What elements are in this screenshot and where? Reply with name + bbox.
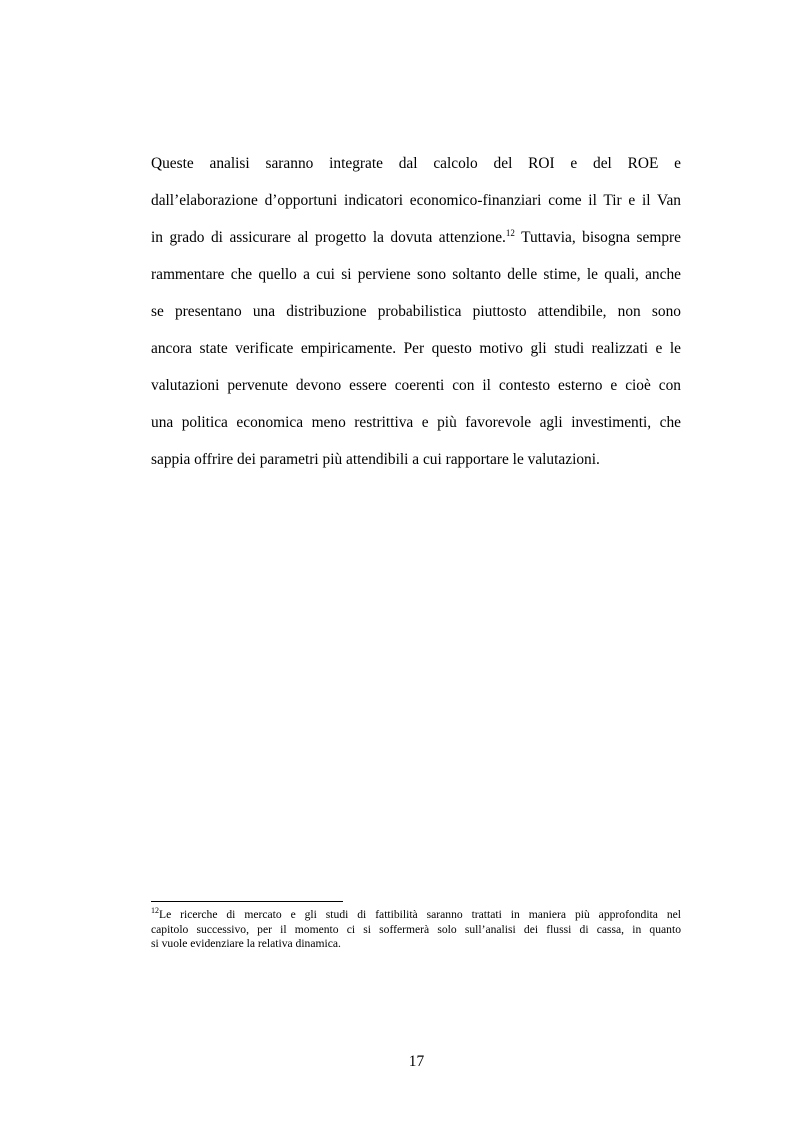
footnote-line-2: capitolo successivo, per il momento ci si soffermerà solo sull’analisi dei flussi di cassa, in quanto	[151, 922, 681, 936]
body-line-3	[151, 219, 681, 256]
body-line-9: sappia offrire dei parametri più attendibili a cui rapportare le valutazioni.	[151, 451, 600, 468]
body-paragraph	[151, 145, 681, 478]
footnote-separator	[151, 901, 343, 902]
body-line-1: Queste analisi saranno integrate dal calcolo del ROI e del ROE e	[151, 155, 681, 172]
body-line-6: ancora state verificate empiricamente. Per questo motivo gli studi realizzati e le	[151, 340, 681, 357]
footnote-reference: 12	[505, 227, 515, 238]
footnote-line-1-text: Le ricerche di mercato e gli studi di fattibilità saranno trattati in maniera più approfondita nel	[159, 908, 681, 921]
body-line-7: valutazioni pervenute devono essere coerenti con il contesto esterno e cioè con	[151, 377, 681, 394]
footnote-line-3: si vuole evidenziare la relativa dinamica.	[151, 937, 341, 950]
body-line-3-text: in grado di assicurare al progetto la dovuta attenzione.	[151, 229, 506, 246]
page-number: 17	[408, 1053, 425, 1070]
footnote-number: 12	[151, 906, 159, 916]
body-line-3-continuation: Tuttavia, bisogna sempre	[514, 229, 681, 246]
footnote-line-1	[151, 908, 681, 923]
footnote	[151, 908, 681, 952]
body-line-4: rammentare che quello a cui si perviene sono soltanto delle stime, le quali, anche	[151, 266, 681, 283]
body-line-5: se presentano una distribuzione probabilistica piuttosto attendibile, non sono	[151, 303, 681, 320]
body-line-2: dall’elaborazione d’opportuni indicatori economico-finanziari come il Tir e il Van	[151, 192, 681, 209]
body-line-8: una politica economica meno restrittiva e più favorevole agli investimenti, che	[151, 414, 681, 431]
